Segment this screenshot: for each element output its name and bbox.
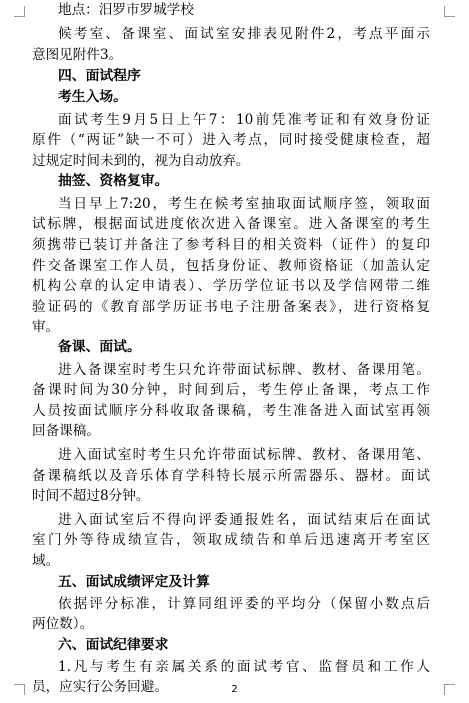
- text-line: 备课时间为30分钟，时间到后，考生停止备课，考点工作: [32, 382, 430, 398]
- text-line: 过规定时间未到的，视为自动放弃。: [32, 153, 250, 169]
- section-heading-5: 五、面试成绩评定及计算: [58, 574, 210, 590]
- text-line: 回备课稿。: [32, 423, 100, 439]
- text-line: 进入备课室时考生只允许带面试标牌、教材、备课用笔。: [58, 362, 430, 378]
- text-line: 试标牌，根据面试进度依次进入备课室。进入备课室的考生: [32, 216, 430, 232]
- text-line: 意图见附件3。: [32, 47, 123, 63]
- subheading-prep-interview: 备课、面试。: [58, 339, 141, 355]
- text-line: 人员按面试顺序分科收取备课稿，考生准备进入面试室再领: [32, 403, 430, 419]
- text-line: 备课稿纸以及音乐体育学科特长展示所需器乐、器材。面试: [32, 468, 430, 484]
- subheading-draw-review: 抽签、资格复审。: [58, 173, 169, 189]
- text-line-location: 地点：汨罗市罗城学校: [58, 2, 194, 18]
- text-line: 原件（“两证”缺一不可）进入考点，同时接受健康检查，超: [32, 132, 430, 148]
- section-heading-4: 四、面试程序: [58, 68, 141, 84]
- text-line: 审。: [32, 319, 60, 335]
- text-line: 室门外等待成绩宣告，领取成绩告和单后迅速离开考室区: [32, 532, 430, 548]
- text-line: 进入面试室后不得向评委通报姓名，面试结束后在面试: [58, 512, 430, 528]
- text-line: 件交备课室工作人员，包括身份证、教师资格证（加盖认定: [32, 258, 430, 274]
- text-line: 1.凡与考生有亲属关系的面试考官、监督员和工作人: [58, 659, 430, 675]
- text-line: 两位数）。: [32, 616, 94, 632]
- page-number: 2: [231, 684, 238, 695]
- text-line: 机构公章的认定申请表）、学历学位证书以及学信网带二维: [32, 278, 430, 294]
- text-line: 员，应实行公务回避。: [32, 679, 168, 695]
- subheading-entry: 考生入场。: [58, 89, 127, 105]
- text-line: 面试考生9月5日上午7：10前凭准考证和有效身份证: [58, 112, 430, 128]
- text-line: 依据评分标准，计算同组评委的平均分（保留小数点后: [58, 596, 430, 612]
- text-line: 候考室、备课室、面试室安排表见附件2，考点平面示: [58, 26, 430, 42]
- text-line: 验证码的《教育部学历证书电子注册备案表》，进行资格复: [32, 299, 430, 315]
- text-line: 进入面试室时考生只允许带面试标牌、教材、备课用笔、: [58, 447, 430, 463]
- text-line: 当日早上7:20，考生在候考室抽取面试顺序签，领取面: [58, 196, 430, 212]
- section-heading-6: 六、面试纪律要求: [58, 637, 169, 653]
- text-line: 须携带已装订并备注了参考科目的相关资料（证件）的复印: [32, 237, 430, 253]
- text-line: 时间不超过8分钟。: [32, 488, 150, 504]
- text-line: 域。: [32, 553, 60, 569]
